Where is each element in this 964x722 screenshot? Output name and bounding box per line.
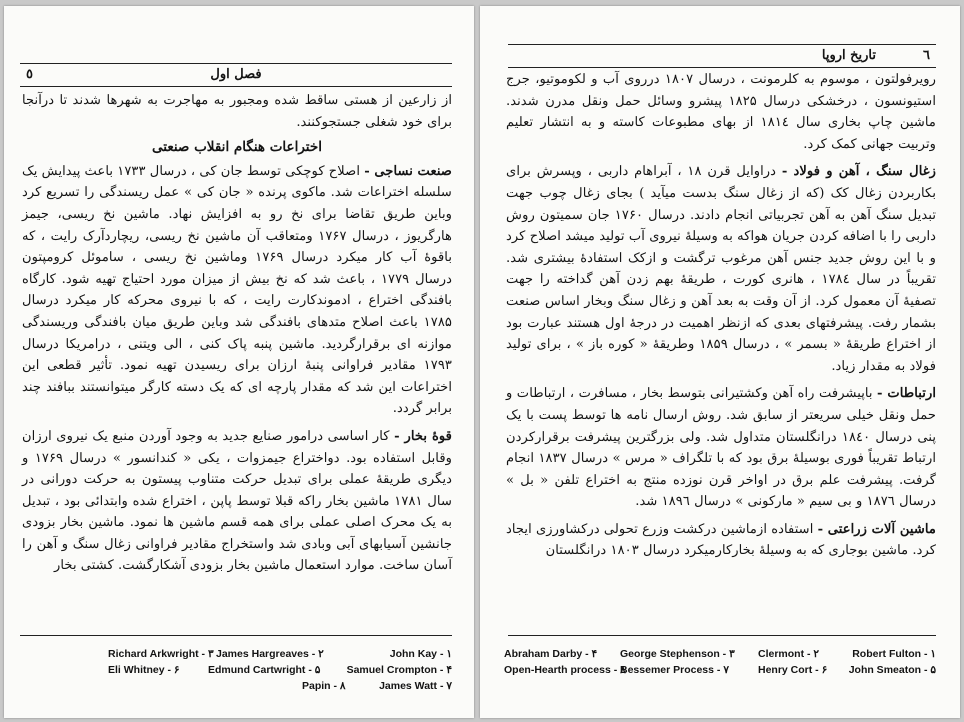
footnote: George Stephenson - ۳ — [620, 648, 735, 660]
steam-body: کار اساسی درامور صنایع جدید به وجود آوردن منبع یک نیروی ارزان وقابل استفاده بود. دواختراع جیمزوات ، یکی « کندانسور » درسال ۱۷۶۹ و دیگری طریقهٔ عملی برای تبدیل حرکت متناوب پیستون به حرکت دورانی در سال ۱۷۸۱ ماشین بخار راکه قبلا توسط پاپن ، اختراع شده وابتدائی بود ، تبدیل به یک محرک اصلی عملی برای همه قسم ماشین ها نمود. ماشین بخار بزودی جانشین آسیابهای آبی وبادی شد واستخراج مقادیر فراوانی زغال سنگ و آهن را آسان ساخت. موارد استعمال ماشین بخار بزودی آشکارگشت. کشتی بخار — [22, 428, 453, 574]
agriculture-body: استفاده ازماشین درکشت وزرع تحولی درکشاورزی ایجاد کرد. ماشین بوجاری که به وسیلهٔ بخارکارمیکرد درسال ۱۸۰۳ درانگلستان — [506, 521, 936, 559]
footnote: Open-Hearth process - ۸ — [504, 664, 626, 676]
footnote: James Watt - ۷ — [379, 680, 452, 692]
coal-paragraph — [506, 161, 936, 377]
communication-paragraph — [506, 383, 936, 513]
footnote-rule — [508, 635, 936, 636]
running-header — [508, 44, 936, 68]
footnotes — [4, 642, 474, 702]
footnote: Clermont - ۲ — [758, 648, 820, 660]
page-body — [506, 69, 936, 566]
footnote: Papin - ۸ — [302, 680, 346, 692]
textile-lead: صنعت نساجی - — [364, 163, 452, 179]
page-number: ٦ — [923, 48, 930, 63]
footnote: Eli Whitney - ۶ — [108, 664, 180, 676]
coal-body: دراوایل قرن ۱۸ ، آبراهام داربی ، وپسرش برای بکاربردن زغال کک (که از زغال سنگ بدست میآید ) بجای زغال چوب جهت تبدیل سنگ آهن به آهن تجربیاتی انجام دادند. درسال ۱۷۶۰ جان سمیتون روش داربی را با اضافه کردن جریان هواکه به وسیلهٔ نیروی آب تولید میشد اصلاح کرد و با این روش جدید جنس آهن مرغوب ترگشت و ازکک استفادهٔ بیشتری شد. تقریباً در سال ۱۷۸٤ ، هانری کورت ، طریقهٔ بهم زدن آهن گداخته را جهت تصفیهٔ آن معمول کرد. از آن وقت به بعد آهن و زغال سنگ وبخار اساس صنعت بشمار رفت. پیشرفتهای بعدی که ازنظر اهمیت در درجهٔ اول هستند عبارت بود از اختراع طریقهٔ « بسمر » ، درسال ۱۸۵۹ وطریقهٔ « کوره باز » ، برای تولید فولاد به مقدار زیاد. — [506, 164, 936, 374]
footnote: Robert Fulton - ۱ — [852, 648, 936, 660]
page-number: ٥ — [26, 67, 33, 82]
intro-paragraph: رویرفولتون ، موسوم به کلرمونت ، درسال ۱۸۰۷ درروی آب و لکوموتیو، جرج استیونسون ، درخشکی درسال ۱۸۲۵ پیشرو وسائل حمل ونقل مدرن شدند. ماشین چاپ بخاری سال ۱۸۱٤ از بهای مطبوعات کاسته و به انتشار تعلیم وتربیت جهانی کمک کرد. — [506, 72, 937, 152]
running-header — [20, 63, 452, 87]
footnote: Richard Arkwright - ۳ — [108, 648, 214, 660]
coal-lead: زغال سنگ ، آهن و فولاد - — [781, 164, 936, 180]
textile-paragraph — [22, 161, 452, 420]
steam-lead: قوهٔ بخار - — [394, 428, 452, 444]
page-body — [22, 90, 452, 581]
footnote: James Hargreaves - ۲ — [216, 648, 324, 660]
steam-paragraph — [22, 426, 452, 577]
footnote: Bessemer Process - ۷ — [620, 664, 729, 676]
left-page — [4, 6, 474, 718]
right-page — [480, 6, 960, 718]
communication-lead: ارتباطات - — [877, 386, 936, 402]
agriculture-lead: ماشین آلات زراعتی - — [817, 521, 936, 537]
footnote: Samuel Crompton - ۴ — [346, 664, 452, 676]
chapter-title: فصل اول — [210, 67, 262, 82]
footnote-rule — [20, 635, 452, 636]
footnote: Abraham Darby - ۴ — [504, 648, 598, 660]
agriculture-paragraph — [506, 519, 936, 562]
textile-body: اصلاح کوچکی توسط جان کی ، درسال ۱۷۳۳ باعث پیدایش یک سلسله اختراعات شد. ماکوی پرنده « جان کی » عمل ریسندگی را تسریع کرد وباین طریق تقاضا برای نخ رو به افزایش نهاد. ماشین نخ ریسی، جیمز هارگریوز ، درسال ۱۷۶۷ ومتعاقب آن ماشین نخ ریسی، ریچاردآرک رایت ، که باقوهٔ آب کار میکرد درسال ۱۷۶۹ وماشین نخ ریسی ، ساموئل کرومپتون درسال ۱۷۷۹ ، باعث شد که نخ بیش از میزان مورد احتیاج تهیه شود. کارگاه بافندگی اختراع ، ادموندکارت رایت ، که با نیروی محرکه کار میکرد درسال ۱۷۸۵ باعث اصلاح متدهای بافندگی شد وباین طریق میان بافندگی وریسندگی موازنه ای برقرارگردید. ماشین پنبه پاک کنی ، الی ویتنی ، درامریکا درسال ۱۷۹۳ مقادیر فراوانی پنبهٔ ارزان برای ریسیدن تهیه نمود. تأثیر قطعی این اختراعات این شد که مقدار پارچه ای که یک دسته کارگر میتوانستند ببافند چند برابر گردد. — [21, 163, 452, 417]
footnote: Edmund Cartwright - ۵ — [208, 664, 321, 676]
footnotes — [480, 642, 960, 702]
communication-body: باپیشرفت راه آهن وکشتیرانی بتوسط بخار ، مسافرت ، ارتباطات و حمل ونقل خیلی سریعتر از سابق شد. روش ارسال نامه ها توسط پست با یک پنی درسال ۱۸٤۰ درانگلستان متداول شد. ولی بزرگترین پیشرفت برقرارکردن ارتباط تقریباً فوری بوسیلهٔ برق بود که با تلگراف « مرس » درسال ۱۸۳۷ انجام گرفت. پیشرفت علم برق در اواخر قرن نوزده منتج به اختراع تلفن « بل » درسال ۱۸۷٦ و بی سیم « مارکونی » درسال ۱۸۹٦ شد. — [506, 386, 936, 510]
chapter-title: تاریخ اروپا — [821, 48, 876, 63]
section-heading: اختراعات هنگام انقلاب صنعتی — [152, 139, 322, 156]
intro-paragraph: از زارعین از هستی ساقط شده ومجبور به مهاجرت به شهرها شدند تا درآنجا برای خود شغلی جستجوکنند. — [22, 93, 452, 130]
footnote: John Kay - ۱ — [389, 648, 452, 660]
footnote: Henry Cort - ۶ — [758, 664, 828, 676]
footnote: John Smeaton - ۵ — [848, 664, 936, 676]
